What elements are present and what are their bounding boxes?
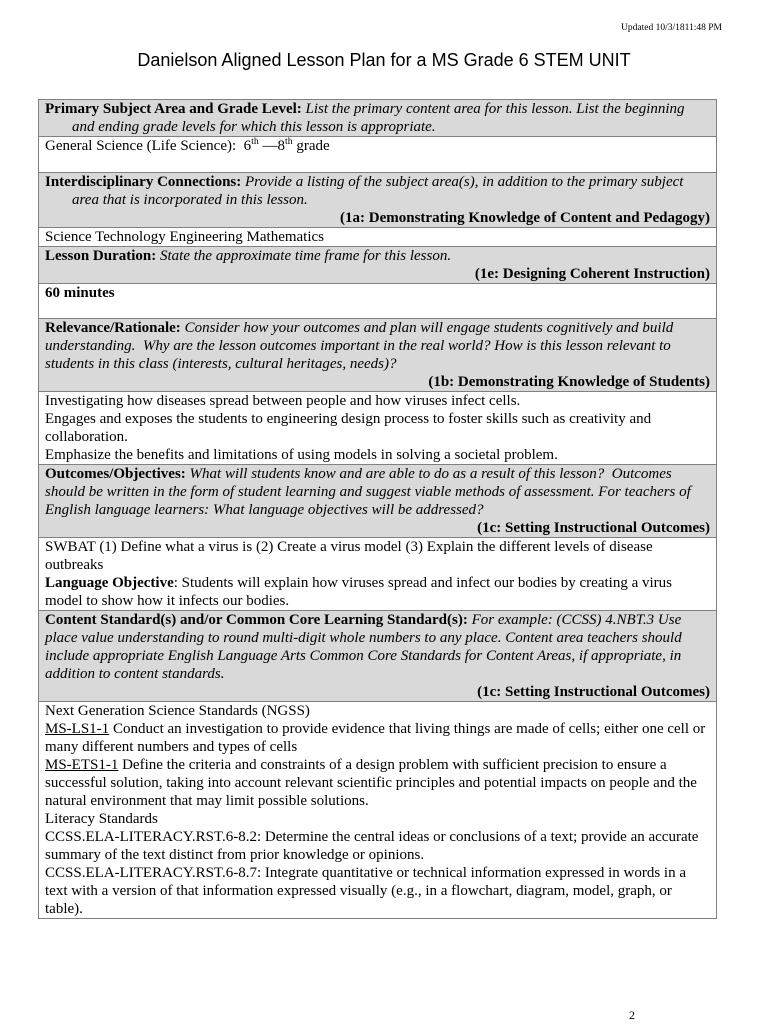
- ngss-code: MS-ETS1-1: [45, 757, 119, 773]
- relevance-instructions: Consider how your outcomes and plan will engage students cognitively and build understanding. Why are the lesson outcomes important in the real world? How is this lesson relevant to students in this class (interests, cultural heritages, needs)?: [45, 320, 678, 372]
- relevance-answer-line: Emphasize the benefits and limitations of using models in solving a societal problem.: [45, 447, 558, 463]
- page-number: 2: [629, 1008, 635, 1022]
- standards-answer: [39, 701, 716, 918]
- primary-subject-label: Primary Subject Area and Grade Level:: [45, 101, 302, 117]
- primary-subject-answer: [39, 136, 716, 172]
- relevance-answer: [39, 391, 716, 464]
- interdisciplinary-prompt: [45, 173, 710, 209]
- standards-reference: (1c: Setting Instructional Outcomes): [477, 684, 710, 700]
- relevance-label: Relevance/Rationale:: [45, 320, 181, 336]
- duration-answer-text: [45, 284, 710, 302]
- interdisciplinary-header: [39, 172, 716, 227]
- interdisciplinary-instructions: Provide a listing of the subject area(s), in addition to the primary subject area that is incorporated in this lesson.: [72, 174, 688, 208]
- grade-range-separator: —8: [258, 138, 285, 154]
- duration-answer: [39, 283, 716, 318]
- ngss-description: Define the criteria and constraints of a design problem with sufficient precision to ensure a successful solution, taking into account relevant scientific principles and potential impacts on people and the natural environment that may limit possible solutions.: [45, 757, 701, 809]
- interdisciplinary-answer: [39, 227, 716, 246]
- ngss-heading: Next Generation Science Standards (NGSS): [45, 703, 310, 719]
- relevance-prompt: [45, 319, 710, 373]
- interdisciplinary-answer-text: Science Technology Engineering Mathematics: [45, 229, 325, 245]
- ordinal-suffix-start: th: [251, 136, 259, 147]
- relevance-header: [39, 318, 716, 391]
- standards-header: [39, 610, 716, 701]
- outcomes-reference: (1c: Setting Instructional Outcomes): [477, 520, 710, 536]
- subject-text: General Science (Life Science): 6: [45, 138, 252, 154]
- duration-value: 60 minutes: [45, 285, 115, 301]
- lesson-plan-table: [38, 99, 717, 919]
- ngss-description: Conduct an investigation to provide evidence that living things are made of cells; either one cell or many different numbers and types of cells: [45, 721, 710, 755]
- outcomes-instructions: What will students know and are able to do as a result of this lesson? Outcomes should be written in the form of student learning and suggest viable methods of assessment. For teachers of English language learners: What language objectives will be addressed?: [45, 466, 695, 518]
- standards-label: Content Standard(s) and/or Common Core Learning Standard(s):: [45, 612, 468, 628]
- outcomes-answer: [39, 537, 716, 610]
- literacy-standard: CCSS.ELA-LITERACY.RST.6-8.7: Integrate quantitative or technical information expressed in words in a text with a version of that information expressed visually (e.g., in a flowchart, diagram, model, graph, or table).: [45, 865, 690, 917]
- duration-header: [39, 246, 716, 283]
- interdisciplinary-label: Interdisciplinary Connections:: [45, 174, 242, 190]
- relevance-answer-line: Investigating how diseases spread between people and how viruses infect cells.: [45, 393, 521, 409]
- grade-word: grade: [292, 138, 330, 154]
- outcomes-label: Outcomes/Objectives:: [45, 466, 186, 482]
- language-objective-text: : Students will explain how viruses spread and infect our bodies by creating a virus model to show how it infects our bodies.: [45, 575, 676, 609]
- duration-reference: (1e: Designing Coherent Instruction): [474, 266, 710, 282]
- duration-prompt: [45, 247, 710, 265]
- outcomes-prompt: [45, 465, 710, 519]
- relevance-reference: (1b: Demonstrating Knowledge of Students): [428, 374, 710, 390]
- ngss-standard: [45, 756, 710, 810]
- updated-timestamp: Updated 10/3/1811:48 PM: [621, 23, 722, 33]
- outcomes-header: [39, 464, 716, 537]
- ngss-code: MS-LS1-1: [45, 721, 110, 737]
- duration-label: Lesson Duration:: [45, 248, 157, 264]
- language-objective: [45, 574, 710, 610]
- language-objective-label: Language Objective: [45, 575, 174, 591]
- duration-instructions: State the approximate time frame for this lesson.: [160, 248, 452, 264]
- page-title: Danielson Aligned Lesson Plan for a MS Grade 6 STEM UNIT: [137, 50, 631, 70]
- swbat-objectives: SWBAT (1) Define what a virus is (2) Create a virus model (3) Explain the different levels of disease outbreaks: [45, 539, 657, 573]
- standards-prompt: [45, 611, 710, 683]
- standards-instructions: For example: (CCSS) 4.NBT.3 Use place value understanding to round multi-digit whole numbers to any place. Content area teachers should include appropriate English Language Arts Common Core Standards for Content Areas, if appropriate, in addition to content standards.: [45, 612, 686, 682]
- primary-subject-header: [39, 100, 716, 136]
- primary-subject-prompt: [45, 100, 710, 136]
- relevance-answer-line: Engages and exposes the students to engineering design process to foster skills such as creativity and collaboration.: [45, 411, 652, 445]
- literacy-standard: CCSS.ELA-LITERACY.RST.6-8.2: Determine the central ideas or conclusions of a text; provide an accurate summary of the text distinct from prior knowledge or opinions.: [45, 829, 703, 863]
- ordinal-suffix-end: th: [284, 136, 293, 147]
- primary-subject-instructions: List the primary content area for this lesson. List the beginning and ending grade levels for which this lesson is appropriate.: [72, 101, 689, 135]
- literacy-heading: Literacy Standards: [45, 811, 158, 827]
- ngss-standard: [45, 720, 710, 756]
- interdisciplinary-reference: (1a: Demonstrating Knowledge of Content and Pedagogy): [340, 210, 710, 226]
- grade-range-text: [45, 137, 710, 155]
